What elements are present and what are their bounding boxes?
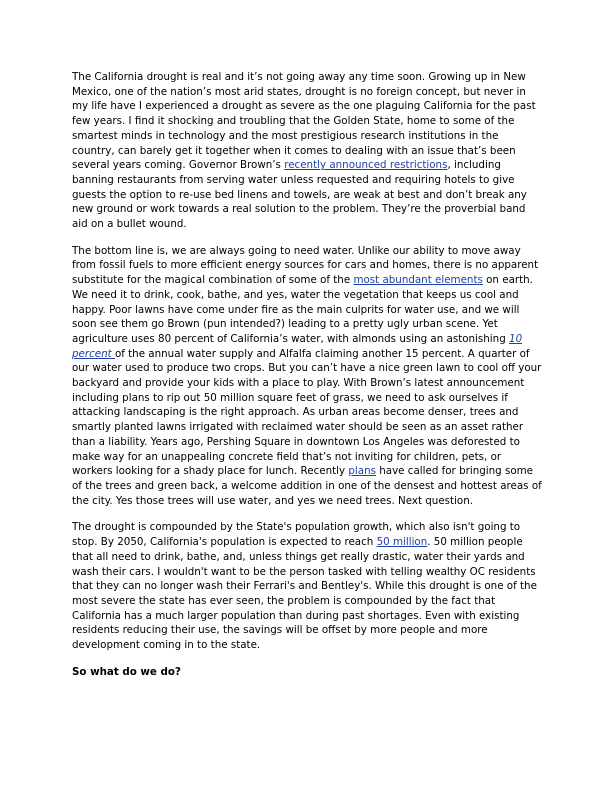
paragraph-text: , including banning restaurants from serving water unless requested and requiring hotels to give guests the option to re-use bed linens and towels, are weak at best and don’t break any new ground or work towards a real solution to the problem. They’re the proverbial band aid on a bullet wound. [72, 159, 527, 231]
paragraph-text: The bottom line is, we are always going to need water. Unlike our ability to move away from fossil fuels to more efficient energy sources for cars and homes, there is no apparent substitute for the magical combination of some of the [72, 244, 539, 287]
link-50-million[interactable]: 50 million [376, 536, 428, 549]
paragraph-text: of the annual water supply and Alfalfa claiming another 15 percent. A quarter of our water used to produce two crops. But you can’t have a nice green lawn to cool off your backyard and provide your kids with a place to play. With Brown’s latest announcement including plans to rip out 50 million square feet of grass, we need to ask ourselves if attacking landscaping is the right approach. As urban areas become denser, trees and smartly planted lawns irrigated with reclaimed water should be seen as an asset rather than a liability. Years ago, Pershing Square in downtown Los Angeles was deforested to make way for an unappealing concrete field that’s not inviting for children, pets, or workers looking for a shady place for lunch. Recently [72, 347, 542, 478]
paragraph-1 [72, 70, 542, 232]
link-most-abundant-elements[interactable]: most abundant elements [353, 274, 483, 287]
link-10-percent[interactable]: 10 percent [72, 332, 523, 360]
paragraph-text: have called for bringing some of the trees and green back, a welcome addition in one of the densest and hottest areas of the city. Yes those trees will use water, and yes we need trees. Next question. [72, 465, 542, 507]
link-plans[interactable]: plans [348, 465, 376, 478]
paragraph-2 [72, 244, 542, 509]
paragraph-text: The drought is compounded by the State's population growth, which also isn't going to stop. By 2050, California's population is expected to reach [72, 521, 521, 549]
document-body [72, 70, 542, 691]
paragraph-text: . 50 million people that all need to drink, bathe, and, unless things get really drastic, water their yards and wash their cars. I wouldn't want to be the person tasked with telling wealthy OC residents that they can no longer wash their Ferrari's and Bentley's. While this drought is one of the most severe the state has ever seen, the problem is compounded by the fact that California has a much larger population than during past shortages. Even with existing residents reducing their use, the savings will be offset by more people and more development coming in to the state. [72, 536, 537, 652]
link-recently-announced-restrictions[interactable]: recently announced restrictions [284, 159, 448, 172]
section-heading: So what do we do? [72, 665, 181, 678]
paragraph-3 [72, 520, 542, 652]
paragraph-text: on earth. We need it to drink, cook, bathe, and yes, water the vegetation that keeps us cool and happy. Poor lawns have come under fire as the main culprits for water use, and we will soon see them go Brown (pun intended?) leading to a pretty ugly urban scene. Yet agriculture uses 80 percent of California’s water, with almonds using an astonishing [72, 274, 533, 345]
paragraph-text: The California drought is real and it’s not going away any time soon. Growing up in New Mexico, one of the nation’s most arid states, drought is no foreign concept, but never in my life have I experienced a drought as severe as the one plaguing California for the past few years. I find it shocking and troubling that the Golden State, home to some of the smartest minds in technology and the most prestigious research institutions in the country, can barely get it together when it comes to dealing with an issue that’s been several years coming. Governor Brown’s [72, 71, 536, 172]
